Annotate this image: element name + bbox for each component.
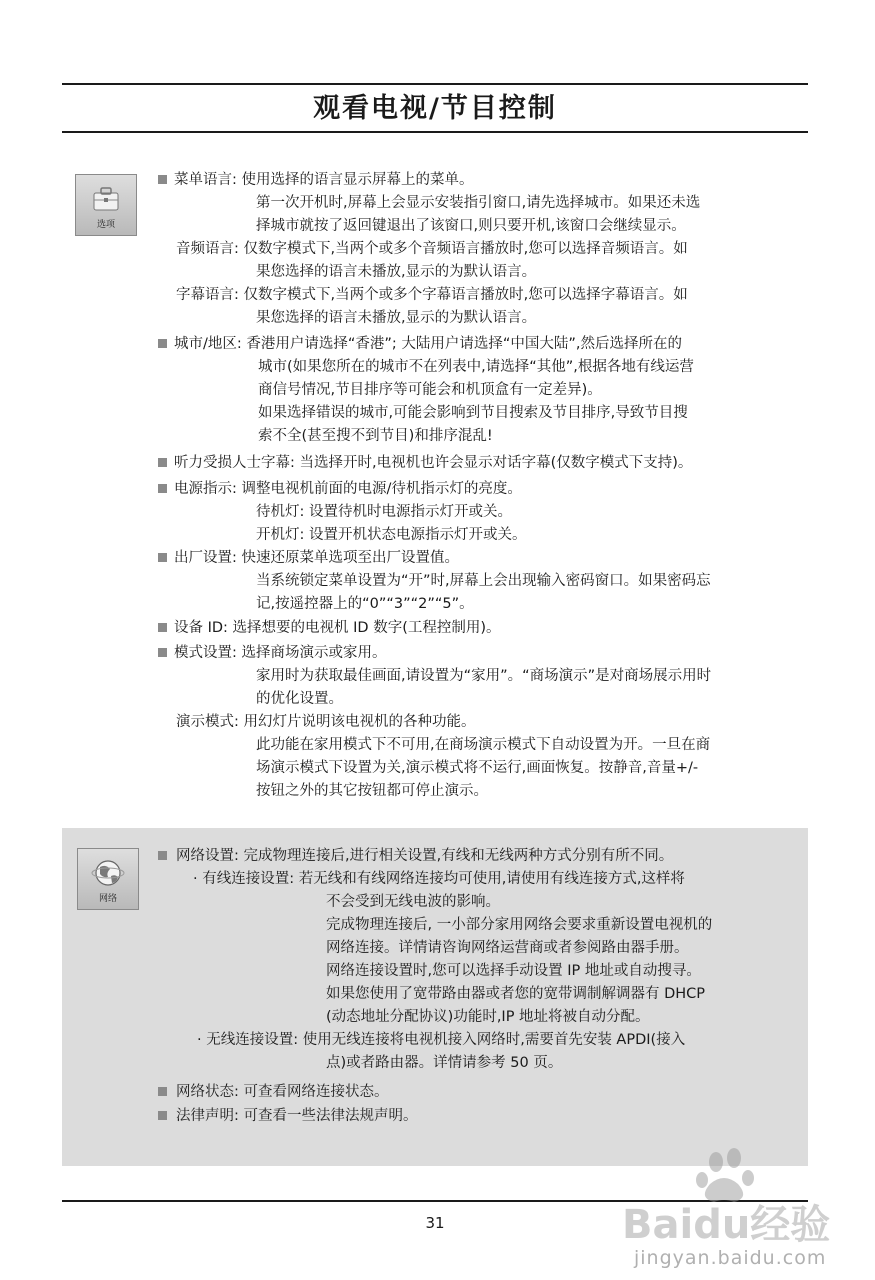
toolbox-icon (76, 177, 136, 221)
wireless-setting-line: · 无线连接设置: 使用无线连接将电视机接入网络时,需要首先安装 APDI(接入 (197, 1032, 686, 1048)
options-icon-label: 选项 (96, 220, 115, 230)
wired-setting-detail-3: 网络连接。详情请咨询网络运营商或者参阅路由器手册。 (326, 940, 689, 956)
demo-mode-detail-2: 场演示模式下设置为关,演示模式将不运行,画面恢复。按静音,音量+/- (256, 760, 699, 776)
bullet-square (158, 1087, 167, 1096)
factory-reset-detail-1: 当系统锁定菜单设置为“开”时,屏幕上会出现输入密码窗口。如果密码忘 (256, 573, 711, 589)
bullet-square (158, 339, 167, 348)
globe-icon (78, 851, 138, 895)
mode-setting-line: 模式设置: 选择商场演示或家用。 (174, 645, 387, 661)
power-indicator-line: 电源指示: 调整电视机前面的电源/待机指示灯的亮度。 (174, 481, 522, 497)
city-region-line: 城市/地区: 香港用户请选择“香港”; 大陆用户请选择“中国大陆”,然后选择所在的 (174, 336, 683, 352)
city-region-detail-2: 商信号情况,节目排序等可能会和机顶盒有一定差异)。 (258, 382, 602, 398)
factory-reset-line: 出厂设置: 快速还原菜单选项至出厂设置值。 (174, 550, 459, 566)
wired-setting-detail-5: 如果您使用了宽带路由器或者您的宽带调制解调器有 DHCP (326, 986, 706, 1002)
wired-setting-detail-2: 完成物理连接后, 一小部分家用网络会要求重新设置电视机的 (326, 917, 713, 933)
bullet-square (158, 623, 167, 632)
menu-language-detail-2: 择城市就按了返回键退出了该窗口,则只要开机,该窗口会继续显示。 (256, 218, 686, 234)
bullet-square (158, 553, 167, 562)
page-title: 观看电视/节目控制 (313, 93, 557, 124)
watermark-url: jingyan.baidu.com (634, 1247, 827, 1269)
bullet-square (158, 1111, 167, 1120)
device-id-line: 设备 ID: 选择想要的电视机 ID 数字(工程控制用)。 (174, 620, 501, 636)
top-rule (62, 83, 808, 85)
wired-setting-detail-4: 网络连接设置时,您可以选择手动设置 IP 地址或自动搜寻。 (326, 963, 701, 979)
subtitle-language-line: 字幕语言: 仅数字模式下,当两个或多个字幕语言播放时,您可以选择字幕语言。如 (176, 287, 688, 303)
legal-notice-line: 法律声明: 可查看一些法律法规声明。 (176, 1108, 418, 1124)
title-underline (62, 131, 808, 133)
wired-setting-detail-1: 不会受到无线电波的影响。 (326, 894, 500, 910)
bullet-square (158, 648, 167, 657)
network-status-line: 网络状态: 可查看网络连接状态。 (176, 1084, 389, 1100)
factory-reset-detail-2: 记,按遥控器上的“0”“3”“2”“5”。 (256, 596, 474, 612)
menu-language-line: 菜单语言: 使用选择的语言显示屏幕上的菜单。 (174, 172, 474, 188)
bullet-square (158, 484, 167, 493)
mode-setting-detail-2: 的优化设置。 (256, 691, 343, 707)
hearing-impaired-subtitle-line: 听力受损人士字幕: 当选择开时,电视机也许会显示对话字幕(仅数字模式下支持)。 (174, 455, 693, 471)
page-number: 31 (425, 1214, 445, 1232)
demo-mode-line: 演示模式: 用幻灯片说明该电视机的各种功能。 (176, 714, 476, 730)
audio-language-detail: 果您选择的语言未播放,显示的为默认语言。 (256, 264, 537, 280)
network-icon-box (77, 848, 139, 910)
mode-setting-detail-1: 家用时为获取最佳画面,请设置为“家用”。“商场演示”是对商场展示用时 (256, 668, 712, 684)
city-region-warning-2: 索不全(甚至搜不到节目)和排序混乱! (258, 428, 493, 444)
wireless-setting-detail: 点)或者路由器。详情请参考 50 页。 (326, 1055, 563, 1071)
city-region-detail-1: 城市(如果您所在的城市不在列表中,请选择“其他”,根据各地有线运营 (258, 359, 694, 375)
demo-mode-detail-1: 此功能在家用模式下不可用,在商场演示模式下自动设置为开。一旦在商 (256, 737, 711, 753)
bullet-square (158, 458, 167, 467)
city-region-warning-1: 如果选择错误的城市,可能会影响到节目搜索及节目排序,导致节目搜 (258, 405, 688, 421)
watermark-brand: Baidu经验 (622, 1202, 831, 1248)
standby-light-line: 待机灯: 设置待机时电源指示灯开或关。 (256, 504, 512, 520)
bullet-square (158, 851, 167, 860)
menu-language-detail-1: 第一次开机时,屏幕上会显示安装指引窗口,请先选择城市。如果还未选 (256, 195, 701, 211)
audio-language-line: 音频语言: 仅数字模式下,当两个或多个音频语言播放时,您可以选择音频语言。如 (176, 241, 688, 257)
wired-setting-line: · 有线连接设置: 若无线和有线网络连接均可使用,请使用有线连接方式,这样将 (193, 871, 685, 887)
network-icon-label: 网络 (98, 894, 117, 904)
network-setting-line: 网络设置: 完成物理连接后,进行相关设置,有线和无线两种方式分别有所不同。 (176, 848, 674, 864)
options-icon-box (75, 174, 137, 236)
bullet-square (158, 175, 167, 184)
power-on-light-line: 开机灯: 设置开机状态电源指示灯开或关。 (256, 527, 527, 543)
wired-setting-detail-6: (动态地址分配协议)功能时,IP 地址将被自动分配。 (326, 1009, 650, 1025)
subtitle-language-detail: 果您选择的语言未播放,显示的为默认语言。 (256, 310, 537, 326)
demo-mode-detail-3: 按钮之外的其它按钮都可停止演示。 (256, 783, 488, 799)
